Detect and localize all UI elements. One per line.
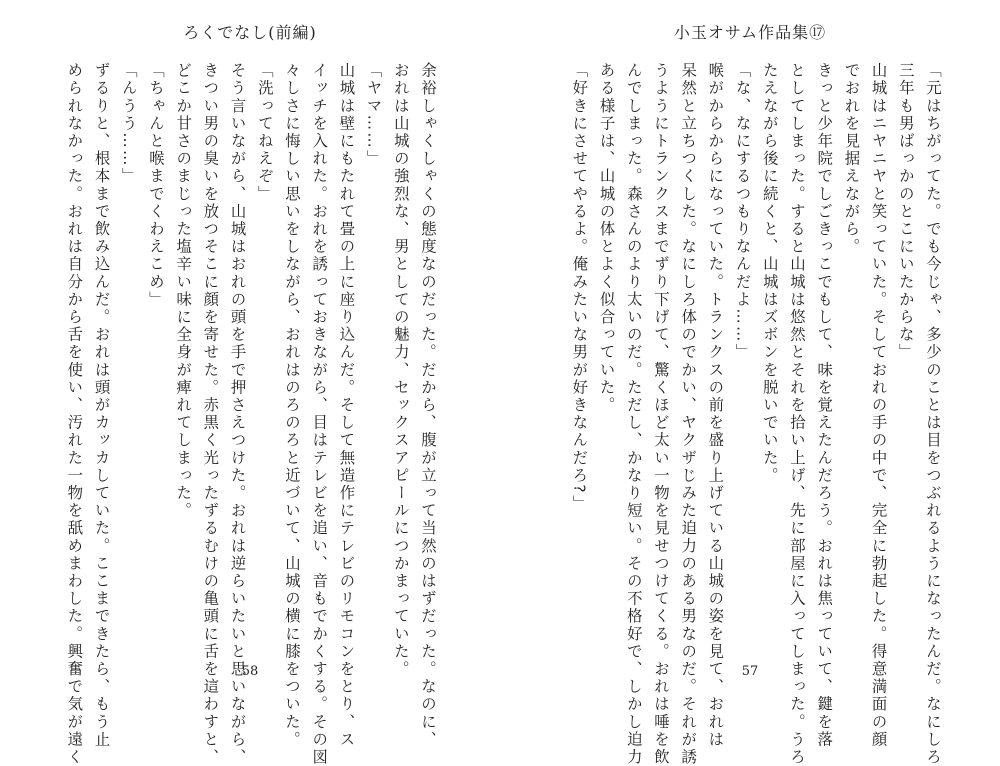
text-line: んでしまった。森さんのより太いのだ。ただし、かなり短い。その不格好で、しかし迫力 bbox=[624, 62, 643, 766]
text-line: 呆然と立ちつくした。なにしろ体のでかい、ヤクザじみた迫力のある男なのだ。それが誘 bbox=[679, 62, 698, 766]
right-page-number: 57 bbox=[741, 664, 759, 679]
text-line: 「洗ってねえぞ」 bbox=[255, 62, 274, 203]
text-line: 「元はちがってた。でも今じゃ、多少のことは目をつぶれるようになったんだ。なにしろ bbox=[924, 62, 942, 766]
right-page bbox=[500, 0, 1000, 766]
text-line: 「好きにさせてやるよ。俺みたいな男が好きなんだろ?」 bbox=[570, 62, 589, 513]
left-page-number: 58 bbox=[241, 664, 259, 679]
text-line: 三年も男ばっかのとこにいたからな」 bbox=[896, 62, 915, 362]
text-line: 山城はニヤニヤと笑っていた。そしておれの手の中で、完全に勃起した。得意満面の顔 bbox=[869, 62, 888, 749]
text-line: 「な、なにするつもりなんだよ……」 bbox=[733, 62, 752, 362]
text-line: 「んうう……」 bbox=[119, 62, 138, 186]
text-line: としてしまった。すると山城は悠然とそれを拾い上げ、先に部屋に入ってしまった。うろ bbox=[787, 62, 806, 766]
right-running-head: 小玉オサム作品集⑰ bbox=[673, 23, 827, 42]
text-line: 山城は壁にもたれて畳の上に座り込んだ。そして無造作にテレビのリモコンをとり、ス bbox=[337, 62, 356, 749]
text-line: でおれを見据えながら。 bbox=[842, 62, 861, 256]
text-line: ずるりと、根本まで飲み込んだ。おれは頭がカッカしていた。ここまできたら、もう止 bbox=[92, 62, 111, 749]
text-line: 「ちゃんと喉までくわえこめ」 bbox=[146, 62, 165, 309]
text-line: そう言いながら、山城はおれの頭を手で押さえつけた。おれは逆らいたいと思いながら、 bbox=[228, 62, 247, 766]
text-line: うようにトランクスまでずり下げて、驚くほど太い一物を見せつけてくる。おれは唾を飲 bbox=[651, 62, 670, 766]
text-line: たえながら後に続くと、山城はズボンを脱いでいた。 bbox=[760, 62, 779, 485]
text-line: 々しさに悔しい思いをしながら、おれはのろのろと近づいて、山城の横に膝をついた。 bbox=[282, 62, 301, 749]
text-line: 喉がからからになっていた。トランクスの前を盛り上げている山城の姿を見て、おれは bbox=[706, 62, 725, 749]
text-line: どこか甘さのまじった塩辛い味に全身が痺れてしまった。 bbox=[174, 62, 193, 520]
text-line: ある様子は、山城の体とよく似合っていた。 bbox=[597, 62, 616, 414]
text-line: 「ヤマ……」 bbox=[364, 62, 383, 168]
text-line: 余裕しゃくしゃくの態度なのだった。だから、腹が立って当然のはずだった。なのに、 bbox=[419, 62, 437, 749]
text-line: められなかった。おれは自分から舌を使い、汚れた一物を舐めまわした。興奮で気が遠く bbox=[65, 62, 84, 766]
text-line: きっと少年院でしごきっこでもして、味を覚えたんだろう。おれは焦っていて、鍵を落 bbox=[815, 62, 834, 749]
text-line: イッチを入れた。おれを誘っておきながら、目はテレビを追い、音もでかくする。その図 bbox=[310, 62, 329, 766]
text-line: おれは山城の強烈な、男としての魅力、セックスアピールにつかまっていた。 bbox=[391, 62, 410, 678]
text-line: きつい男の臭いを放つそこに顔を寄せた。赤黒く光ったずるむけの亀頭に舌を這わすと、 bbox=[201, 62, 220, 766]
left-running-head: ろくでなし(前編) bbox=[183, 23, 317, 42]
